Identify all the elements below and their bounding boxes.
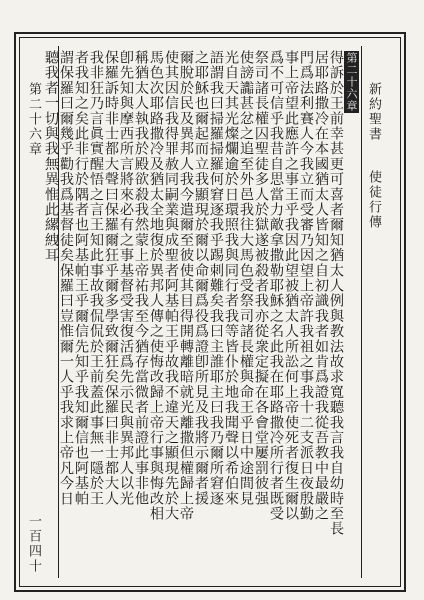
text-column: 使謗讟甚忿之追至外邑我往大馬色受祭司諸長權與命王乎日中途間見 [238,50,254,506]
body-text [43,46,362,578]
book-subtitle: 使徒行傳 [366,170,381,230]
text-column: 得訴於王前幸甚更可喜者爾知猶太人例與教法故求寬聽我言我自幼時至長 [328,50,344,537]
text-column: 光自天其光燦爛逾於日環照我與同行者我等皆仆於地我聞聲以希伯來 [223,50,239,506]
folio-number: 一百四十 [26,514,41,574]
text-column: 居耶路撒冷在本國猶太人皆知之自初識我者如肯爲證我從吾教中最嚴之 [313,50,329,522]
text-column: 稱猶太人執我於殿欲殺我然蒙上帝祐我至今猶存當微者前證此事非他 [133,50,149,506]
text-column: 事上帝望此應許之事王乎我因此望被猶太人所訟何上帝使死者復生爾以 [283,50,299,522]
text-column: 祭司諸長權囚聖徒多人於獄遂被殺者我亦從衆定擬在各會堂屢罰彼强 [253,50,269,506]
text-column: 語謂我曰掃羅掃羅何窘逐我乎踢刺難矣我曰主誰耶主曰我乃爾所窘逐 [208,50,224,506]
text-column: 爾脫於民及異邦人我今遣爾至彼使其目得開轉離暗就光離撒但權歸上帝 [178,50,194,522]
text-column: 聽我者一切與我無異惟此縲絏耳 [43,50,59,263]
text-column: 卽先知與摩西所言將來必有之事基督受害復活爲先示民與異邦人以光 [118,50,134,506]
verse-marker: 第二十六章 [345,52,358,112]
text-column: 之耶穌也爾起而立我顯現於爾以命爾爲役爲證卽所見及我將示爾者援 [193,50,209,506]
book-title: 新約聖書 [366,82,381,142]
text-column: 爲不可信乎我昔自思當力敵拿撒勒耶穌之名此我在耶路撒冷所行者既受 [268,50,284,522]
text-column: 馬色次耶路撒冷及猶太全地復於異邦人傳之使悔改歸上帝行事與悔改相 [148,50,164,522]
inner-frame [19,37,401,587]
text-column: 者我知之矣此非行於隅者也阿基帕王乎爾信先知乎我知爾信也阿基帕 [73,50,89,506]
chapter-title: 第二十六章 [26,82,41,157]
text-column: 我非狂乃言眞實醒悟之言王知此事故我侃侃於王前蓋此事無一隱於王 [88,50,104,506]
text-column: 使其因信我得罪赦同嗣業與成聖者阿基帕王乎故我不違天之顯現先於大 [163,50,179,522]
page-frame [14,32,406,592]
text-column: 保羅訴時非士都大聲曰保羅爾狂乎爾多學致爾狂矣保羅曰非士都大人 [103,50,119,506]
text-column: 謂保羅曰爾幾乎勸我爲基督徒矣保羅曰豈惟爾一人乎我求上帝凡今日 [58,50,74,506]
text-column: 門爲法利賽人今我立而受審乃因望上帝許我祖之事我十二支派日夜殷勤 [298,50,314,522]
